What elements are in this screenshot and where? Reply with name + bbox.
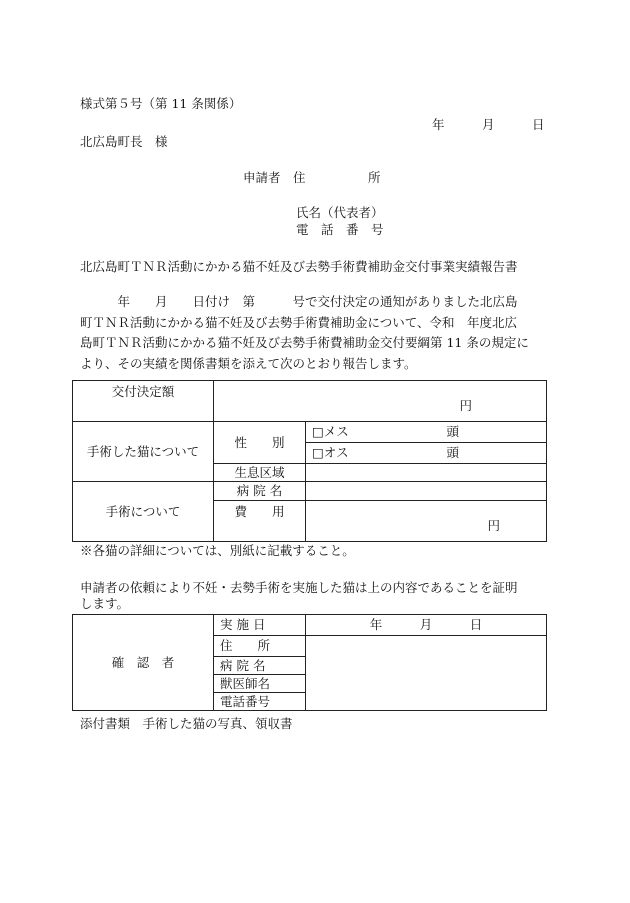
report-table: [72, 380, 547, 542]
hospital-value[interactable]: [306, 482, 547, 501]
male-head-unit: 頭: [446, 445, 460, 460]
surgery-label: 手術について: [73, 482, 214, 542]
cost-yen: 円: [306, 501, 547, 542]
certification-line-2: します。: [80, 596, 130, 611]
grant-amount-label: 交付決定額: [73, 381, 214, 422]
body-line: より、その実績を関係書類を添えて次のとおり報告します。: [80, 355, 417, 371]
details-note: ※各猫の詳細については、別紙に記載すること。: [80, 543, 355, 558]
male-checkbox-label: □オス: [312, 445, 349, 460]
address-label: 住 所: [214, 636, 306, 657]
cats-label: 手術した猫について: [73, 422, 214, 482]
female-count[interactable]: [306, 422, 547, 443]
male-count[interactable]: [306, 443, 547, 464]
confirmer-details-value[interactable]: [306, 636, 547, 711]
attachments-line: 添付書類 手術した猫の写真、領収書: [80, 716, 293, 731]
document-title: 北広島町ＴＮＲ活動にかかる猫不妊及び去勢手術費補助金交付事業実績報告書: [80, 259, 518, 274]
habitat-area-label: 生息区域: [214, 464, 306, 482]
vet-name-label: 獣医師名: [214, 675, 306, 693]
cost-label: 費 用: [214, 501, 306, 542]
form-number: 様式第５号（第 11 条関係）: [80, 96, 242, 111]
body-line: 年 月 日付け 第 号で交付決定の通知がありました北広島: [80, 294, 518, 309]
addressee: 北広島町長 様: [80, 134, 168, 149]
phone-number-label: 電話番号: [214, 693, 306, 711]
grant-amount-yen: 円: [214, 381, 547, 422]
body-line: 島町ＴＮＲ活動にかかる猫不妊及び去勢手術費補助金交付要綱第 11 条の規定に: [80, 335, 529, 350]
sex-label: 性 別: [214, 422, 306, 464]
body-paragraph: [80, 292, 552, 374]
habitat-area-value[interactable]: [306, 464, 547, 482]
female-head-unit: 頭: [446, 424, 460, 439]
execution-date-value[interactable]: 年 月 日: [306, 615, 547, 636]
execution-date-label: 実 施 日: [214, 615, 306, 636]
confirmer-label: 確 認 者: [73, 615, 214, 711]
female-checkbox-label: □メス: [312, 424, 349, 439]
applicant-phone-label: 電 話 番 号: [296, 222, 384, 237]
hospital-label: 病 院 名: [214, 482, 306, 501]
date-line: 年 月 日: [432, 117, 545, 132]
hospital-name-label: 病 院 名: [214, 657, 306, 675]
applicant-address-label: 申請者 住 所: [243, 170, 381, 185]
applicant-name-label: 氏名（代表者）: [296, 205, 384, 220]
confirmation-table: [72, 614, 547, 711]
certification-line-1: 申請者の依頼により不妊・去勢手術を実施した猫は上の内容であることを証明: [80, 580, 518, 595]
body-line: 町ＴＮＲ活動にかかる猫不妊及び去勢手術費補助金について、令和 年度北広: [80, 314, 518, 330]
